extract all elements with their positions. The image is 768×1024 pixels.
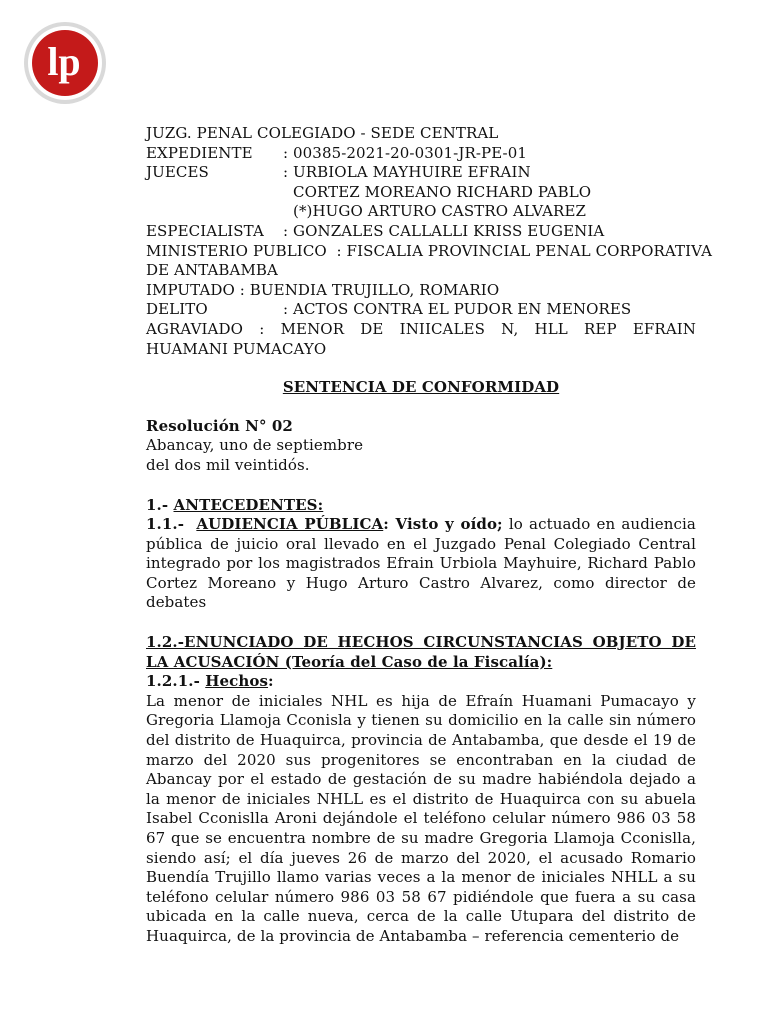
subsection-title: Hechos: [205, 672, 269, 691]
subsection-number: 1.2.1.-: [146, 672, 200, 691]
aggrieved-line: AGRAVIADO : MENOR DE INIICALES N, HLL REP EFRAIN: [146, 319, 696, 338]
judge-name: (*)HUGO ARTURO CASTRO ALVAREZ: [293, 202, 587, 221]
subsection-number: 1.1.-: [146, 515, 185, 534]
field-value: : URBIOLA MAYHUIRE EFRAIN: [283, 163, 531, 182]
aggrieved-continuation: HUAMANI PUMACAYO: [146, 339, 327, 358]
judge-name: CORTEZ MOREANO RICHARD PABLO: [293, 182, 592, 201]
accused-line: IMPUTADO : BUENDIA TRUJILLO, ROMARIO: [146, 280, 500, 299]
document-body: [146, 124, 713, 947]
lp-logo: [22, 20, 108, 106]
section-number: 1.-: [146, 495, 169, 514]
field-jueces: [146, 163, 696, 183]
resolution-number: Resolución N° 02: [146, 416, 293, 435]
resolution-date-cont: del dos mil veintidós.: [146, 455, 310, 474]
ministry-continuation: DE ANTABAMBA: [146, 261, 278, 280]
field-delito: [146, 300, 696, 320]
field-value: : ACTOS CONTRA EL PUDOR EN MENORES: [283, 300, 632, 319]
document-title: SENTENCIA DE CONFORMIDAD: [282, 378, 560, 397]
court-name: JUZG. PENAL COLEGIADO - SEDE CENTRAL: [146, 124, 499, 142]
ministry-line: MINISTERIO PUBLICO : FISCALIA PROVINCIAL PENAL CORPORATIVA: [146, 241, 713, 260]
subsection-lead: : Visto y oído;: [383, 515, 503, 534]
paragraph-text: lo actuado en audiencia pública de juicio oral llevado en el Juzgado Penal Colegiado Central integrado por los magistrados Efrain Urbiola Mayhuire, Richard Pablo Cortez Moreano y Hugo Arturo Castro Alvarez, como director de debates: [146, 515, 696, 612]
field-value: : GONZALES CALLALLI KRISS EUGENIA: [283, 221, 605, 240]
section-1-2-heading: 1.2.-ENUNCIADO DE HECHOS CIRCUNSTANCIAS OBJETO DE LA ACUSACIÓN (Teoría del Caso de la Fiscalía):: [146, 633, 696, 671]
field-value: : 00385-2021-20-0301-JR-PE-01: [283, 143, 527, 162]
field-especialista: [146, 222, 696, 242]
section-1-1-paragraph: [146, 515, 696, 613]
resolution-date: Abancay, uno de septiembre: [146, 436, 364, 455]
field-label: JUECES: [146, 163, 209, 182]
section-1-heading: [146, 496, 696, 516]
field-expediente: [146, 144, 696, 164]
logo-text: lp: [47, 39, 81, 84]
field-label: ESPECIALISTA: [146, 221, 264, 240]
field-label: EXPEDIENTE: [146, 143, 253, 162]
facts-paragraph: La menor de iniciales NHL es hija de Efraín Huamani Pumacayo y Gregoria Llamoja Cconisla y tienen su domicilio en la calle sin número del distrito de Huaquirca, provincia de Antabamba, que desde el 19 de marzo del 2020 sus progenitores se encontraban en la ciudad de Abancay por el estado de gestación de su madre habiéndola dejado a la menor de iniciales NHLL es el distrito de Huaquirca con su abuela Isabel Cconislla Aroni dejándole el teléfono celular número 986 03 58 67 que se encuentra nombre de su madre Gregoria Llamoja Cconislla, siendo así; el día jueves 26 de marzo del 2020, el acusado Romario Buendía Trujillo llamo varias veces a la menor de iniciales NHLL a su teléfono celular número 986 03 58 67 pidiéndole que fuera a su casa ubicada en la calle nueva, cerca de la calle Utupara del distrito de Huaquirca, de la provincia de Antabamba – referencia cementerio de: [146, 691, 696, 945]
subsection-colon: :: [268, 672, 274, 691]
section-title: ANTECEDENTES:: [173, 495, 324, 514]
field-label: DELITO: [146, 300, 208, 319]
subsection-title: AUDIENCIA PÚBLICA: [196, 515, 384, 534]
section-1-2-1-heading: [146, 672, 696, 692]
